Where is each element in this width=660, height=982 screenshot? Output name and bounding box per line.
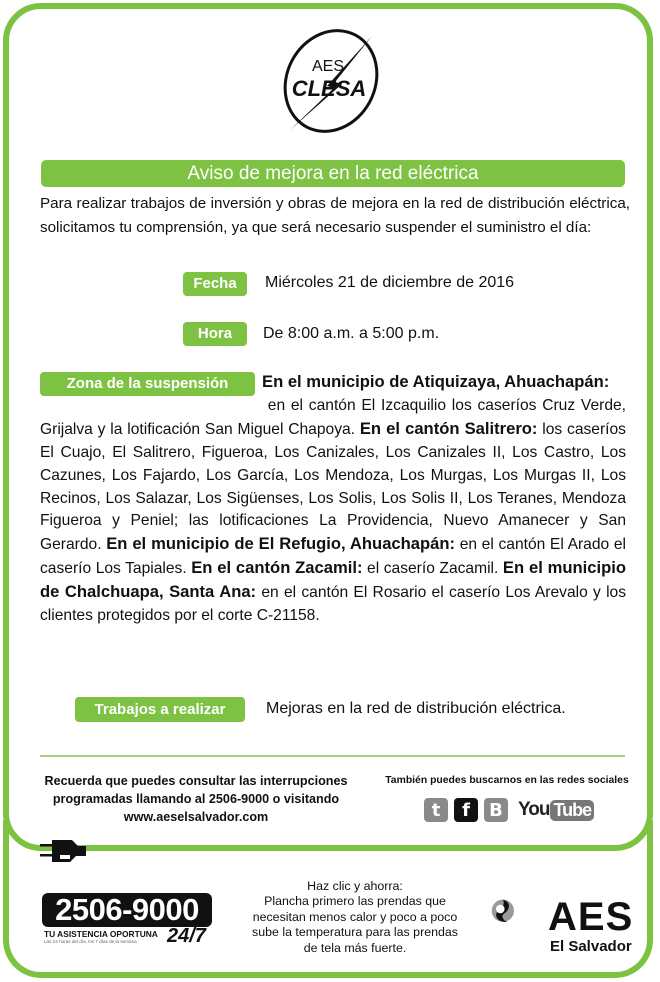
- trabajos-value: Mejoras en la red de distribución eléctrica.: [266, 700, 566, 717]
- phone-number-badge[interactable]: 2506-9000: [42, 893, 212, 927]
- aes-brand-word: AES: [548, 895, 634, 939]
- phone-tagline: TU ASISTENCIA OPORTUNA: [44, 929, 158, 939]
- trabajos-label: Trabajos a realizar: [75, 697, 245, 722]
- badge-24-7: 24/7: [167, 925, 206, 947]
- twitter-icon[interactable]: t: [424, 798, 448, 822]
- zona-canton-salitrero: En el cantón Salitrero:: [359, 418, 538, 438]
- hora-value: De 8:00 a.m. a 5:00 p.m.: [263, 325, 440, 342]
- consult-line: Recuerda que puedes consultar las interrupciones: [44, 774, 348, 788]
- notice-title-banner: Aviso de mejora en la red eléctrica: [41, 160, 625, 187]
- tip-heading[interactable]: Haz clic y ahorra:: [307, 879, 403, 893]
- tip-line: de tela más fuerte.: [303, 940, 407, 955]
- facebook-icon[interactable]: f: [454, 798, 478, 822]
- energy-tip: [232, 879, 478, 956]
- website-link[interactable]: www.aeselsalvador.com: [123, 810, 269, 824]
- zona-municipio-el-refugio: En el municipio de El Refugio, Ahuachapán:: [106, 534, 456, 554]
- zona-description: [40, 371, 626, 628]
- tip-line: Plancha primero las prendas que: [264, 894, 446, 909]
- youtube-tube: Tube: [550, 800, 594, 821]
- aes-brand-sub: El Salvador: [550, 938, 632, 955]
- zona-text-segment: en el cantón El Arado el caserío Los Tapiales.: [40, 536, 626, 578]
- social-label: También puedes buscarnos en las redes sociales: [385, 775, 629, 786]
- social-icons: [424, 798, 594, 822]
- phone-subtext: Las 24 horas del día, los 7 días de la semana: [44, 939, 137, 944]
- section-divider: [40, 755, 625, 757]
- zona-text-segment: en el cantón El Izcaquilio los caseríos Cruz Verde, Grijalva y la lotificación San Miguel Chapoya.: [40, 396, 626, 438]
- zona-text-segment: en el cantón El Rosario el caserío Los Arevalo y los clientes protegidos por el corte C-21158.: [40, 584, 626, 625]
- zona-municipio-chalchuapa: En el municipio de Chalchuapa, Santa Ana:: [40, 558, 626, 602]
- zona-text-segment: los caseríos El Cuajo, El Salitrero, Figueroa, Los Canizales, Los Canizales II, Los Castro, Los Cazunes, Los Fajardo, Los García, Los Mendoza, Los Murgas, Los Murgas II, Los Recinos, Los Salazar, Los Sigüenses, Los Solis, Los Solis II, Los Teranes, Mendoza Figueroa y Peniel; las lotificaciones La Providencia, Nuevo Amanecer y San Gerardo.: [40, 420, 626, 554]
- youtube-icon[interactable]: [518, 799, 594, 821]
- svg-text:AES: AES: [311, 58, 345, 75]
- zona-label: Zona de la suspensión: [40, 372, 255, 396]
- tip-line: necesitan menos calor y poco a poco: [252, 909, 458, 924]
- aes-swirl-icon: [490, 885, 550, 945]
- zona-text-segment: el caserío Zacamil.: [362, 560, 503, 578]
- zona-municipio-atiquizaya: En el municipio de Atiquizaya, Ahuachapán:: [262, 372, 610, 391]
- intro-paragraph: Para realizar trabajos de inversión y obras de mejora en la red de distribución eléctrica, solicitamos tu comprensión, ya que será necesario suspender el suministro el día:: [40, 195, 630, 236]
- svg-text:CLESA: CLESA: [291, 76, 367, 101]
- hora-label: Hora: [183, 322, 247, 346]
- plug-icon: [40, 838, 98, 864]
- zona-canton-zacamil: En el cantón Zacamil:: [191, 558, 363, 578]
- tip-line: sube la temperatura para las prendas: [252, 925, 458, 940]
- consult-note: [36, 772, 356, 826]
- consult-line: programadas llamando al 2506-9000 o visitando: [52, 792, 340, 806]
- youtube-you: You: [518, 799, 550, 820]
- aes-clesa-logo: [272, 26, 390, 136]
- blogger-icon[interactable]: B: [484, 798, 508, 822]
- fecha-value: Miércoles 21 de diciembre de 2016: [265, 274, 515, 291]
- fecha-label: Fecha: [183, 272, 247, 296]
